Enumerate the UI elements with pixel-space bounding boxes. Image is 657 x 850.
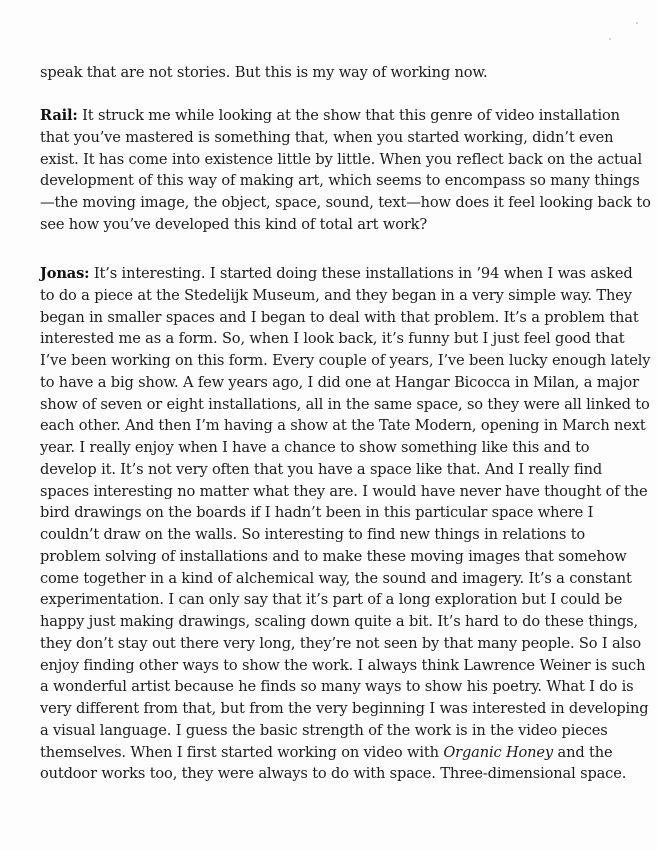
text-line: outdoor works too, they were always to do with space. Three-dimensional space. <box>40 765 627 783</box>
paragraph-rail-question <box>40 105 651 236</box>
work-title-organic-honey: Organic Honey <box>443 743 554 761</box>
text-line <box>40 263 632 285</box>
speaker-label-jonas: Jonas: <box>40 265 90 282</box>
text-line: began in smaller spaces and I began to deal with that problem. It’s a problem that <box>40 308 639 326</box>
text-line: —the moving image, the object, space, sound, text—how does it feel looking back to <box>40 194 651 211</box>
text-line: happy just making drawings, scaling down quite a bit. It’s hard to do these things, <box>40 613 639 630</box>
text-line: bird drawings on the boards if I hadn’t been in this particular space where I <box>40 504 594 522</box>
text-segment: It struck me while looking at the show that this genre of video installation <box>77 107 620 124</box>
text-line: problem solving of installations and to make these moving images that somehow <box>40 547 627 565</box>
text-line: experimentation. I can only say that it’s part of a long exploration but I could be <box>40 591 623 609</box>
text-line: interested me as a form. So, when I look back, it’s funny but I just feel good that <box>40 330 625 348</box>
text-segment: It’s interesting. I started doing these installations in ’94 when I was asked <box>89 265 633 282</box>
text-line: develop it. It’s not very often that you have a space like that. And I really find <box>40 460 603 478</box>
text-line: year. I really enjoy when I have a chance to show something like this and to <box>40 439 590 456</box>
text-line: speak that are not stories. But this is my way of working now. <box>40 64 488 81</box>
text-line: very different from that, but from the very beginning I was interested in developing <box>40 700 649 717</box>
text-line: exist. It has come into existence little by little. When you reflect back on the actual <box>40 150 642 168</box>
text-segment: and the <box>553 743 613 761</box>
text-line: a visual language. I guess the basic strength of the work is in the video pieces <box>40 721 608 739</box>
text-line: come together in a kind of alchemical way, the sound and imagery. It’s a constant <box>40 569 632 587</box>
text-line: to do a piece at the Stedelijk Museum, and they began in a very simple way. They <box>40 286 632 304</box>
text-line: I’ve been working on this form. Every couple of years, I’ve been lucky enough lately <box>40 352 651 369</box>
text-line: to have a big show. A few years ago, I did one at Hangar Bicocca in Milan, a major <box>40 373 639 391</box>
paragraph-intro <box>40 62 632 84</box>
text-segment: themselves. When I first started working on video with <box>40 743 444 761</box>
text-line: couldn’t draw on the walls. So interesting to find new things in relations to <box>40 526 586 543</box>
scan-speck <box>636 22 638 24</box>
text-line: see how you’ve developed this kind of total art work? <box>40 215 428 233</box>
text-line <box>40 105 632 127</box>
text-line: a wonderful artist because he finds so many ways to show his poetry. What I do is <box>40 678 634 696</box>
text-line: show of seven or eight installations, all in the same space, so they were all linked to <box>40 395 650 413</box>
text-line: development of this way of making art, which seems to encompass so many things <box>40 172 640 190</box>
paragraph-jonas-answer <box>40 263 651 785</box>
text-line: each other. And then I’m having a show at the Tate Modern, opening in March next <box>40 417 646 435</box>
text-line: that you’ve mastered is something that, when you started working, didn’t even <box>40 128 614 146</box>
text-line: spaces interesting no matter what they are. I would have never have thought of the <box>40 482 648 500</box>
text-line <box>40 742 632 764</box>
scan-speck <box>609 38 611 40</box>
text-line: enjoy finding other ways to show the work. I always think Lawrence Weiner is such <box>40 656 646 674</box>
text-line: they don’t stay out there very long, they’re not seen by that many people. So I also <box>40 634 642 652</box>
speaker-label-rail: Rail: <box>40 107 78 124</box>
